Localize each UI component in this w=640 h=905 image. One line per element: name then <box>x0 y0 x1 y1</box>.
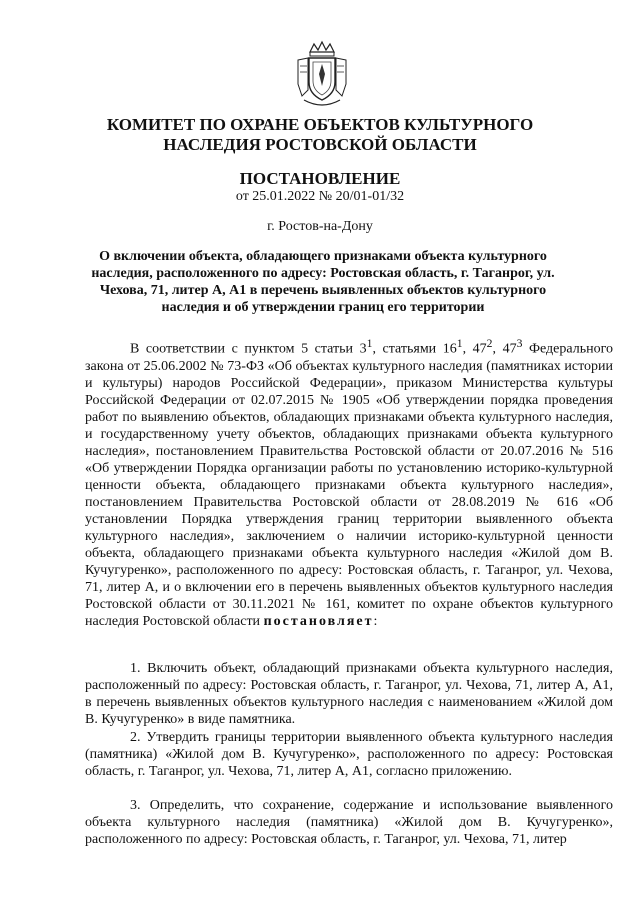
intro-text-d: , 47 <box>492 341 517 357</box>
superscript: 1 <box>456 337 463 350</box>
document-type: ПОСТАНОВЛЕНИЕ <box>239 169 401 188</box>
superscript: 3 <box>516 337 523 350</box>
intro-text-e: Федерального закона от 25.06.2002 № 73-ФЗ «Об объектах культурного наследия (памятниках истории и культуры) народов Российской Федерации», приказом Министерства культуры Российской Федерации от 02.07.2015 № 1905 «Об утверждении порядка проведения работ по выявлению объектов, обладающих признаками объекта культурного наследия, и государственному учету объектов, обладающих признаками объекта культурного наследия», постановлением Правительства Ростовской области от 20.07.2016 № 516 «Об утверждении Порядка организации работы по установлению историко-культурной ценности объекта, обладающего признаками объекта культурного наследия», постановлением Правительства Ростовской области от 28.08.2019 № 616 «Об установлении Порядка утверждения границ территории выявленного объекта культурного наследия», заключением о наличии историко-культурной ценности объекта, обладающего признаками объекта культурного наследия «Жилой дом В. Кучугуренко», расположенного по адресу: Ростовская область, г. Таганрог, ул. Чехова, 71, литер А, и о включении его в перечень выявленных объектов культурного наследия Ростовской области от 30.11.2021 № 161, комитет по охране объектов культурного наследия Ростовской области <box>85 341 613 629</box>
org-name-line-2: НАСЛЕДИЯ РОСТОВСКОЙ ОБЛАСТИ <box>163 135 477 154</box>
document-date-number: от 25.01.2022 № 20/01-01/32 <box>235 189 405 204</box>
list-item-1: 1. Включить объект, обладающий признаками объекта культурного наследия, расположенный по адресу: Ростовская область, г. Таганрог, ул. Чехова, 71, литер А, А1, в перечень выявленных объектов культурного наследия с наименованием «Жилой дом В. Кучугуренко» в виде памятника. <box>85 661 613 727</box>
document-title: О включении объекта, обладающего признаками объекта культурного наследия, расположенного по адресу: Ростовская область, г. Таганрог, ул. Чехова, 71, литер А, А1 в перечень выявленных объектов культурного наследия и об утверждении границ его территории <box>91 249 555 315</box>
org-name-line-1: КОМИТЕТ ПО ОХРАНЕ ОБЪЕКТОВ КУЛЬТУРНОГО <box>106 115 534 134</box>
document-city: г. Ростов-на-Дону <box>267 219 373 234</box>
intro-paragraph <box>85 335 613 630</box>
coat-of-arms-emblem <box>292 40 352 110</box>
superscript: 2 <box>486 337 493 350</box>
intro-text-a: В соответствии с пунктом 5 статьи 3 <box>130 341 367 357</box>
intro-colon: : <box>373 613 378 629</box>
resolve-word: постановляет <box>263 613 374 629</box>
list-item-3: 3. Определить, что сохранение, содержание и использование выявленного объекта культурного наследия (памятника) «Жилой дом В. Кучугуренко», расположенного по адресу: Ростовская область, г. Таганрог, ул. Чехова, 71, литер <box>85 798 613 847</box>
superscript: 1 <box>366 337 373 350</box>
intro-text-c: , 47 <box>462 341 487 357</box>
intro-text-b: , статьями 16 <box>372 341 457 357</box>
list-item-2: 2. Утвердить границы территории выявленного объекта культурного наследия (памятника) «Жилой дом В. Кучугуренко», расположенного по адресу: Ростовская область, г. Таганрог, ул. Чехова, 71, литер А, А1, согласно приложению. <box>85 730 613 779</box>
